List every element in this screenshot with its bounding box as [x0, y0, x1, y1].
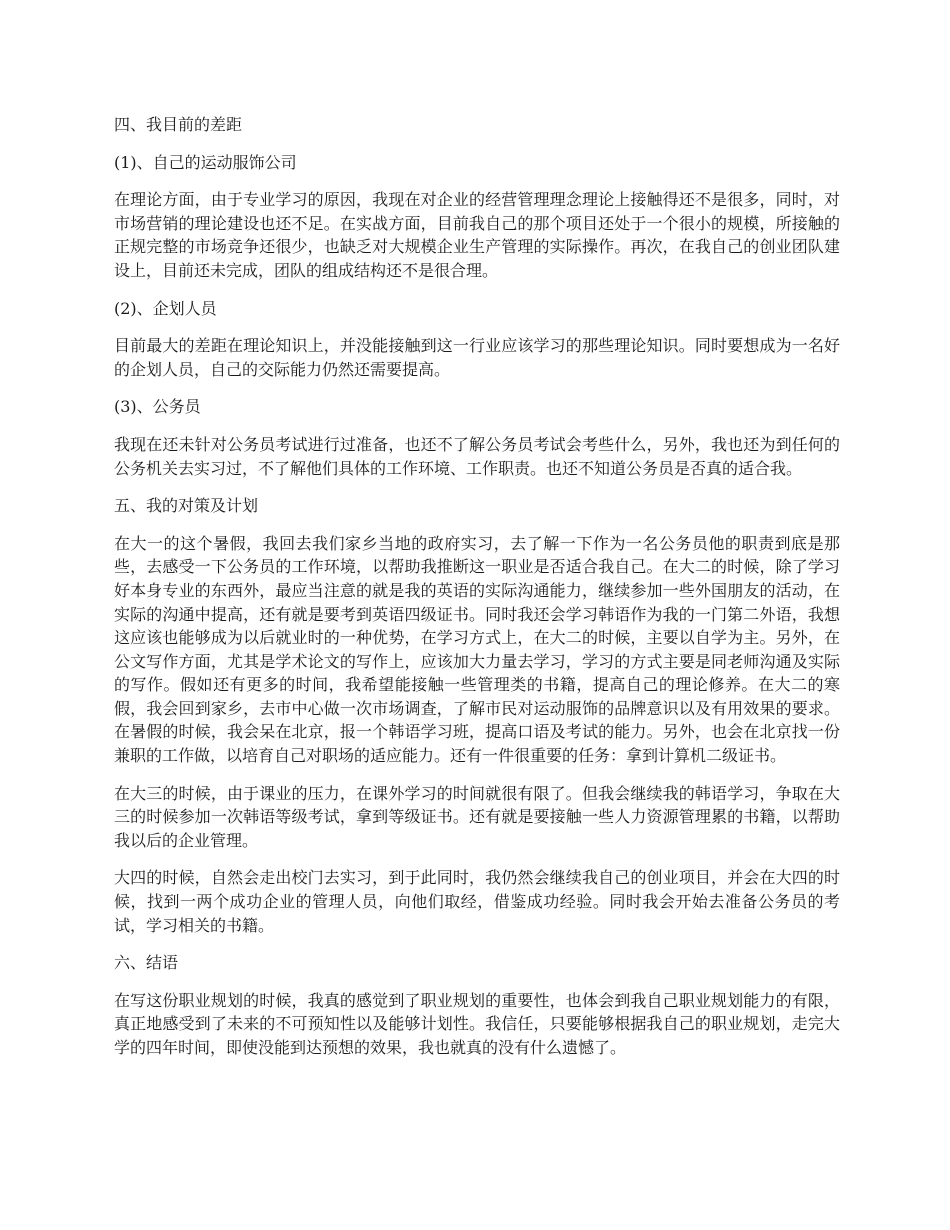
paragraph-civil-servant-gap: 我现在还未针对公务员考试进行过准备，也还不了解公务员考试会考些什么，另外，我也还为到任何的公务机关去实习过，不了解他们具体的工作环境、工作职责。也还不知道公务员是否真的适合我。 — [114, 434, 840, 478]
paragraph-conclusion: 在写这份职业规划的时候，我真的感觉到了职业规划的重要性，也体会到我自己职业规划能力的有限，真正地感受到了未来的不可预知性以及能够计划性。我信任，只要能够根据我自己的职业规划，走完大学的四年时间，即使没能到达预想的效果，我也就真的没有什么遗憾了。 — [114, 990, 840, 1057]
paragraph-planner-gap: 目前最大的差距在理论知识上，并没能接触到这一行业应该学习的那些理论知识。同时要想成为一名好的企划人员，自己的交际能力仍然还需要提高。 — [114, 336, 840, 379]
subheading-sportswear-company: (1)、自己的运动服饰公司 — [114, 152, 297, 172]
subheading-planner: (2)、企划人员 — [114, 298, 217, 318]
section-heading-conclusion: 六、结语 — [114, 953, 179, 973]
document-page — [114, 113, 840, 1074]
paragraph-plan-year3: 在大三的时候，由于课业的压力，在课外学习的时间就很有限了。但我会继续我的韩语学习，争取在大三的时候参加一次韩语等级考试，拿到等级证书。还有就是要接触一些人力资源管理累的书籍，以帮助我以后的企业管理。 — [114, 783, 840, 850]
paragraph-plan-year4: 大四的时候，自然会走出校门去实习，到于此同时，我仍然会继续我自己的创业项目，并会在大四的时候，找到一两个成功企业的管理人员，向他们取经，借鉴成功经验。同时我会开始去准备公务员的考试，学习相关的书籍。 — [114, 868, 840, 935]
paragraph-sportswear-gap: 在理论方面，由于专业学习的原因，我现在对企业的经营管理理念理论上接触得还不是很多，同时，对市场营销的理论建设也还不足。在实战方面，目前我自己的那个项目还处于一个很小的规模，所接触的正规完整的市场竞争还很少，也缺乏对大规模企业生产管理的实际操作。再次，在我自己的创业团队建设上，目前还未完成，团队的组成结构还不是很合理。 — [114, 190, 840, 280]
subheading-civil-servant: (3)、公务员 — [114, 397, 201, 417]
paragraph-plan-year1-2: 在大一的这个暑假，我回去我们家乡当地的政府实习，去了解一下作为一名公务员他的职责到底是那些，去感受一下公务员的工作环境，以帮助我推断这一职业是否适合我自己。在大二的时候，除了学习好本身专业的东西外，最应当注意的就是我的英语的实际沟通能力，继续参加一些外国朋友的活动，在实际的沟通中提高，还有就是要考到英语四级证书。同时我还会学习韩语作为我的一门第二外语，我想这应该也能够成为以后就业时的一种优势，在学习方式上，在大二的时候，主要以自学为主。另外，在公文写作方面，尤其是学术论文的写作上，应该加大力量去学习，学习的方式主要是同老师沟通及实际的写作。假如还有更多的时间，我希望能接触一些管理类的书籍，提高自己的理论修养。在大二的寒假，我会回到家乡，去市中心做一次市场调查，了解市民对运动服饰的品牌意识以及有用效果的要求。在暑假的时候，我会呆在北京，报一个韩语学习班，提高口语及考试的能力。另外，也会在北京找一份兼职的工作做，以培育自己对职场的适应能力。还有一件很重要的任务：拿到计算机二级证书。 — [114, 533, 840, 766]
section-heading-gap: 四、我目前的差距 — [114, 115, 243, 134]
section-heading-plan: 五、我的对策及计划 — [114, 496, 259, 516]
